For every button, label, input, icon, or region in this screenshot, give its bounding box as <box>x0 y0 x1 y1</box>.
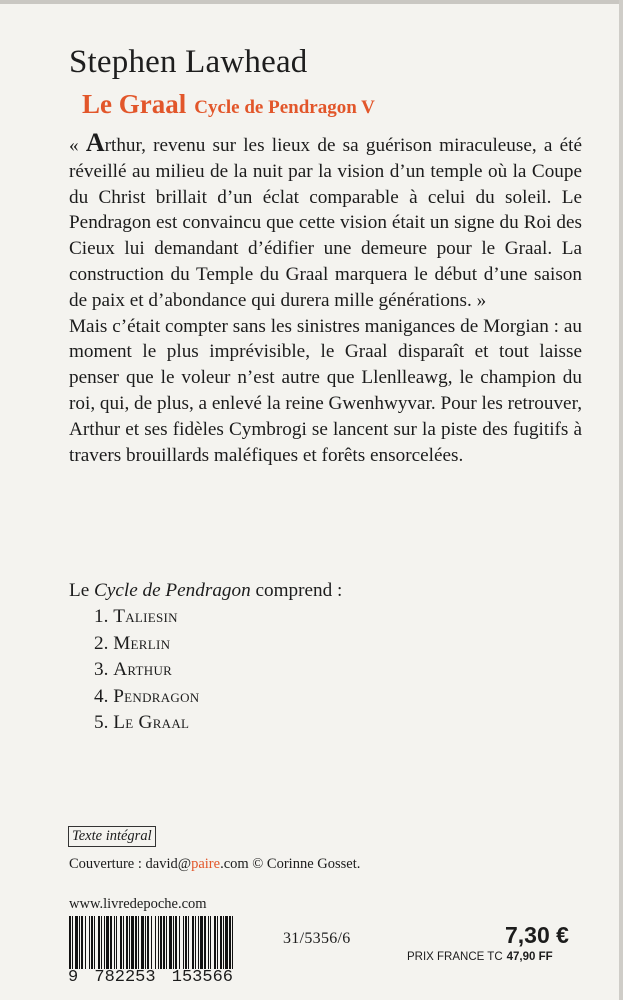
blurb-quote-body: rthur, revenu sur les lieux de sa guérison miraculeuse, a été réveillé au milieu de la nuit par la vision d’un temple où la Coupe du Christ brillait d’un éclat comparable à celui du soleil. Le Pendragon est convaincu que cette vision était un signe du Roi des Cieux lui demandant d’édifier une demeure pour le Graal. La construction du Temple du Graal marquera le début d’une saison de paix et d’abondance qui durera mille générations. » <box>69 135 582 311</box>
book-number: 2. <box>94 632 109 654</box>
blurb-dropcap: A <box>85 128 105 157</box>
barcode-bar <box>106 916 109 972</box>
barcode-bar <box>223 916 224 972</box>
barcode-bar <box>217 916 218 972</box>
credit-accent: paire <box>191 856 221 872</box>
isbn-digits <box>68 969 233 987</box>
list-item <box>94 631 200 658</box>
barcode-bar <box>160 916 162 972</box>
barcode-bar <box>131 916 134 972</box>
isbn-digit-group: 782253 <box>94 968 156 987</box>
barcode-bar <box>173 916 174 972</box>
book-title <box>82 89 375 120</box>
barcode-bar <box>138 916 139 972</box>
barcode-bar <box>166 916 167 972</box>
book-number: 4. <box>94 685 109 707</box>
cycle-series-name: Cycle de Pendragon <box>94 580 251 601</box>
blurb-paragraph-1 <box>69 130 582 314</box>
barcode-bar <box>208 916 209 972</box>
barcode-bar <box>120 916 122 972</box>
barcode-bar <box>81 916 83 972</box>
cycle-intro <box>69 578 342 604</box>
book-title: Arthur <box>113 659 173 680</box>
barcode-bar <box>94 916 95 972</box>
cycle-intro-suffix: comprend : <box>250 580 343 601</box>
barcode-bar <box>183 916 184 972</box>
book-title: Taliesin <box>113 606 178 627</box>
barcode-bar <box>185 916 187 972</box>
edition-label: Texte intégral <box>68 826 156 847</box>
barcode-bar <box>200 916 203 972</box>
barcode-bar <box>116 916 117 972</box>
barcode-bar <box>158 916 159 972</box>
barcode-bar <box>229 916 231 972</box>
barcode-bar <box>192 916 194 972</box>
list-item <box>94 604 200 631</box>
barcode-bar <box>98 916 100 972</box>
barcode-bar <box>79 916 80 972</box>
barcode-bar <box>225 916 228 972</box>
barcode-bar <box>123 916 124 972</box>
barcode-bar <box>204 916 206 972</box>
credit-suffix: .com © Corinne Gosset. <box>220 856 361 872</box>
isbn-digit-group: 153566 <box>171 968 233 987</box>
barcode-bar <box>179 916 180 972</box>
barcode-bar <box>135 916 137 972</box>
price-france <box>407 951 553 963</box>
barcode-bar <box>101 916 102 972</box>
back-cover-blurb <box>69 130 582 468</box>
book-title: Pendragon <box>113 685 200 707</box>
price-ff-label: PRIX FRANCE TC <box>407 951 503 963</box>
barcode-bar <box>75 916 78 972</box>
barcode-bar <box>175 916 177 972</box>
cycle-intro-prefix: Le <box>69 580 95 601</box>
page-top-edge <box>0 0 623 4</box>
barcode-bar <box>110 916 112 972</box>
book-title: Le Graal <box>113 712 190 733</box>
barcode-bar <box>72 916 73 972</box>
barcode-bar <box>114 916 115 972</box>
barcode-bar <box>198 916 199 972</box>
book-number: 5. <box>94 712 109 733</box>
book-number: 1. <box>94 606 109 627</box>
barcode-bar <box>210 916 211 972</box>
list-item <box>94 684 200 711</box>
barcode-bar <box>188 916 189 972</box>
barcode-bar <box>195 916 196 972</box>
book-title: Merlin <box>113 632 171 654</box>
barcode-bar <box>85 916 86 972</box>
barcode-bar <box>89 916 90 972</box>
blurb-quote-open: « <box>69 135 86 156</box>
barcode-bar <box>220 916 222 972</box>
barcode-bar <box>141 916 144 972</box>
cycle-book-list <box>94 604 200 737</box>
price-ff-value: 47,90 FF <box>506 951 553 963</box>
page-right-edge <box>619 0 623 1000</box>
barcode-bar <box>147 916 149 972</box>
barcode-bar <box>104 916 105 972</box>
book-number: 3. <box>94 659 109 680</box>
book-title-main: Le Graal <box>82 89 187 119</box>
author-name: Stephen Lawhead <box>69 44 308 80</box>
cover-credit <box>69 856 360 873</box>
list-item <box>94 710 200 737</box>
barcode-bar <box>155 916 156 972</box>
reference-code: 31/5356/6 <box>283 930 351 947</box>
list-item <box>94 657 200 684</box>
barcode-bar <box>91 916 93 972</box>
barcode-bar <box>163 916 165 972</box>
book-title-subtitle: Cycle de Pendragon V <box>194 97 375 118</box>
price-euro: 7,30 € <box>505 922 569 948</box>
barcode-bar <box>129 916 130 972</box>
blurb-paragraph-2: Mais c’était compter sans les sinistres manigances de Morgian : au moment le plus imprévisible, le Graal disparaît et tout laisse penser que le voleur n’est autre que Llenlleawg, le champion du roi, qui, de plus, a enlevé la reine Gwenhwyvar. Pour les retrouver, Arthur et ses fidèles Cymbrogi se lancent sur la piste des fugitifs à travers brouillards maléfiques et forêts ensorcelées. <box>69 315 582 466</box>
publisher-website: www.livredepoche.com <box>69 896 207 912</box>
barcode-bar <box>169 916 172 972</box>
barcode-bar <box>145 916 146 972</box>
barcode-bar <box>214 916 216 972</box>
isbn-digit-group: 9 <box>68 968 79 987</box>
barcode-bar <box>126 916 128 972</box>
credit-prefix: Couverture : david@ <box>69 856 192 872</box>
